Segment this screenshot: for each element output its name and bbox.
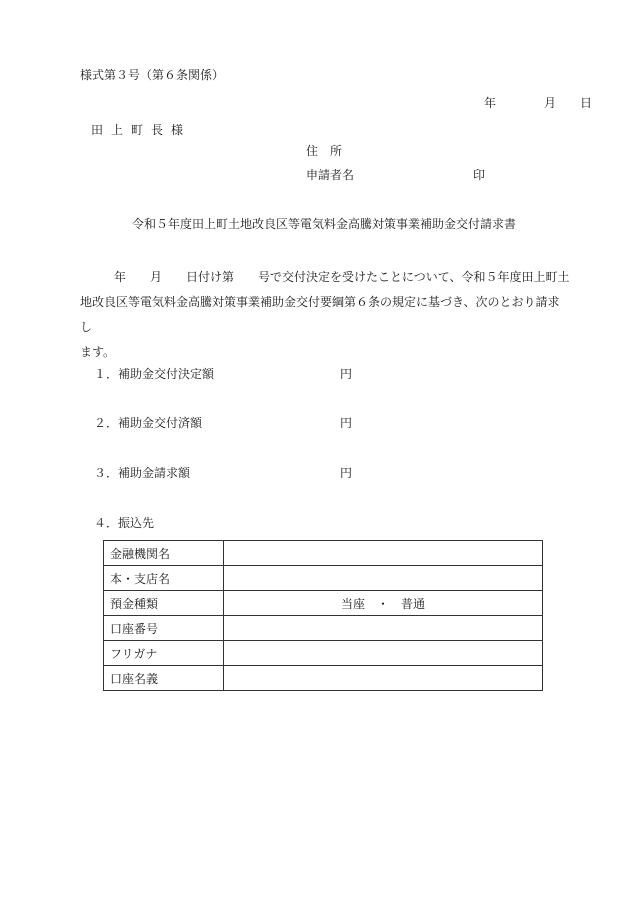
applicant-name-label: 申請者名 xyxy=(306,168,355,182)
table-row xyxy=(104,591,543,616)
form-number: 様式第３号（第６条関係） xyxy=(80,68,225,82)
row-label: 口座番号 xyxy=(104,616,224,641)
date-day-label: 日 xyxy=(580,96,593,110)
body-line-2: 地改良区等電気料金高騰対策事業補助金交付要綱第６条の規定に基づき、次のとおり請求し xyxy=(80,295,560,334)
document-title: 令和５年度田上町土地改良区等電気料金高騰対策事業補助金交付請求書 xyxy=(132,217,517,231)
body-line-3: ます。 xyxy=(80,345,116,359)
item-label: ３．補助金請求額 xyxy=(94,466,191,480)
account-holder-field[interactable] xyxy=(224,666,543,691)
address-label: 住 所 xyxy=(306,144,343,158)
row-label: 口座名義 xyxy=(104,666,224,691)
body-line-1: 年 月 日付け第 号で交付決定を受けたことについて、令和５年度田上町土 xyxy=(114,270,570,284)
table-row xyxy=(104,641,543,666)
item-request-amount xyxy=(94,466,352,480)
bank-account-table xyxy=(103,540,543,691)
date-line xyxy=(484,96,592,110)
yen-unit: 円 xyxy=(340,416,353,430)
yen-unit: 円 xyxy=(340,466,353,480)
table-row xyxy=(104,566,543,591)
furigana-field[interactable] xyxy=(224,641,543,666)
transfer-heading: ４．振込先 xyxy=(94,516,155,530)
body-text xyxy=(80,265,570,365)
item-paid-amount xyxy=(94,416,352,430)
table-row xyxy=(104,541,543,566)
row-label: 金融機関名 xyxy=(104,541,224,566)
seal-mark: 印 xyxy=(473,168,486,182)
deposit-type-field[interactable]: 当座 ・ 普通 xyxy=(224,591,543,616)
branch-name-field[interactable] xyxy=(224,566,543,591)
row-label: 本・支店名 xyxy=(104,566,224,591)
table-row xyxy=(104,616,543,641)
item-label: １．補助金交付決定額 xyxy=(94,367,215,381)
date-year-label: 年 xyxy=(484,96,497,110)
row-label: 預金種類 xyxy=(104,591,224,616)
yen-unit: 円 xyxy=(340,367,353,381)
item-label: ２．補助金交付済額 xyxy=(94,416,203,430)
bank-name-field[interactable] xyxy=(224,541,543,566)
addressee: 田上町長様 xyxy=(91,123,192,137)
row-label: フリガナ xyxy=(104,641,224,666)
date-month-label: 月 xyxy=(544,96,557,110)
table-row xyxy=(104,666,543,691)
item-decided-amount xyxy=(94,367,352,381)
account-number-field[interactable] xyxy=(224,616,543,641)
